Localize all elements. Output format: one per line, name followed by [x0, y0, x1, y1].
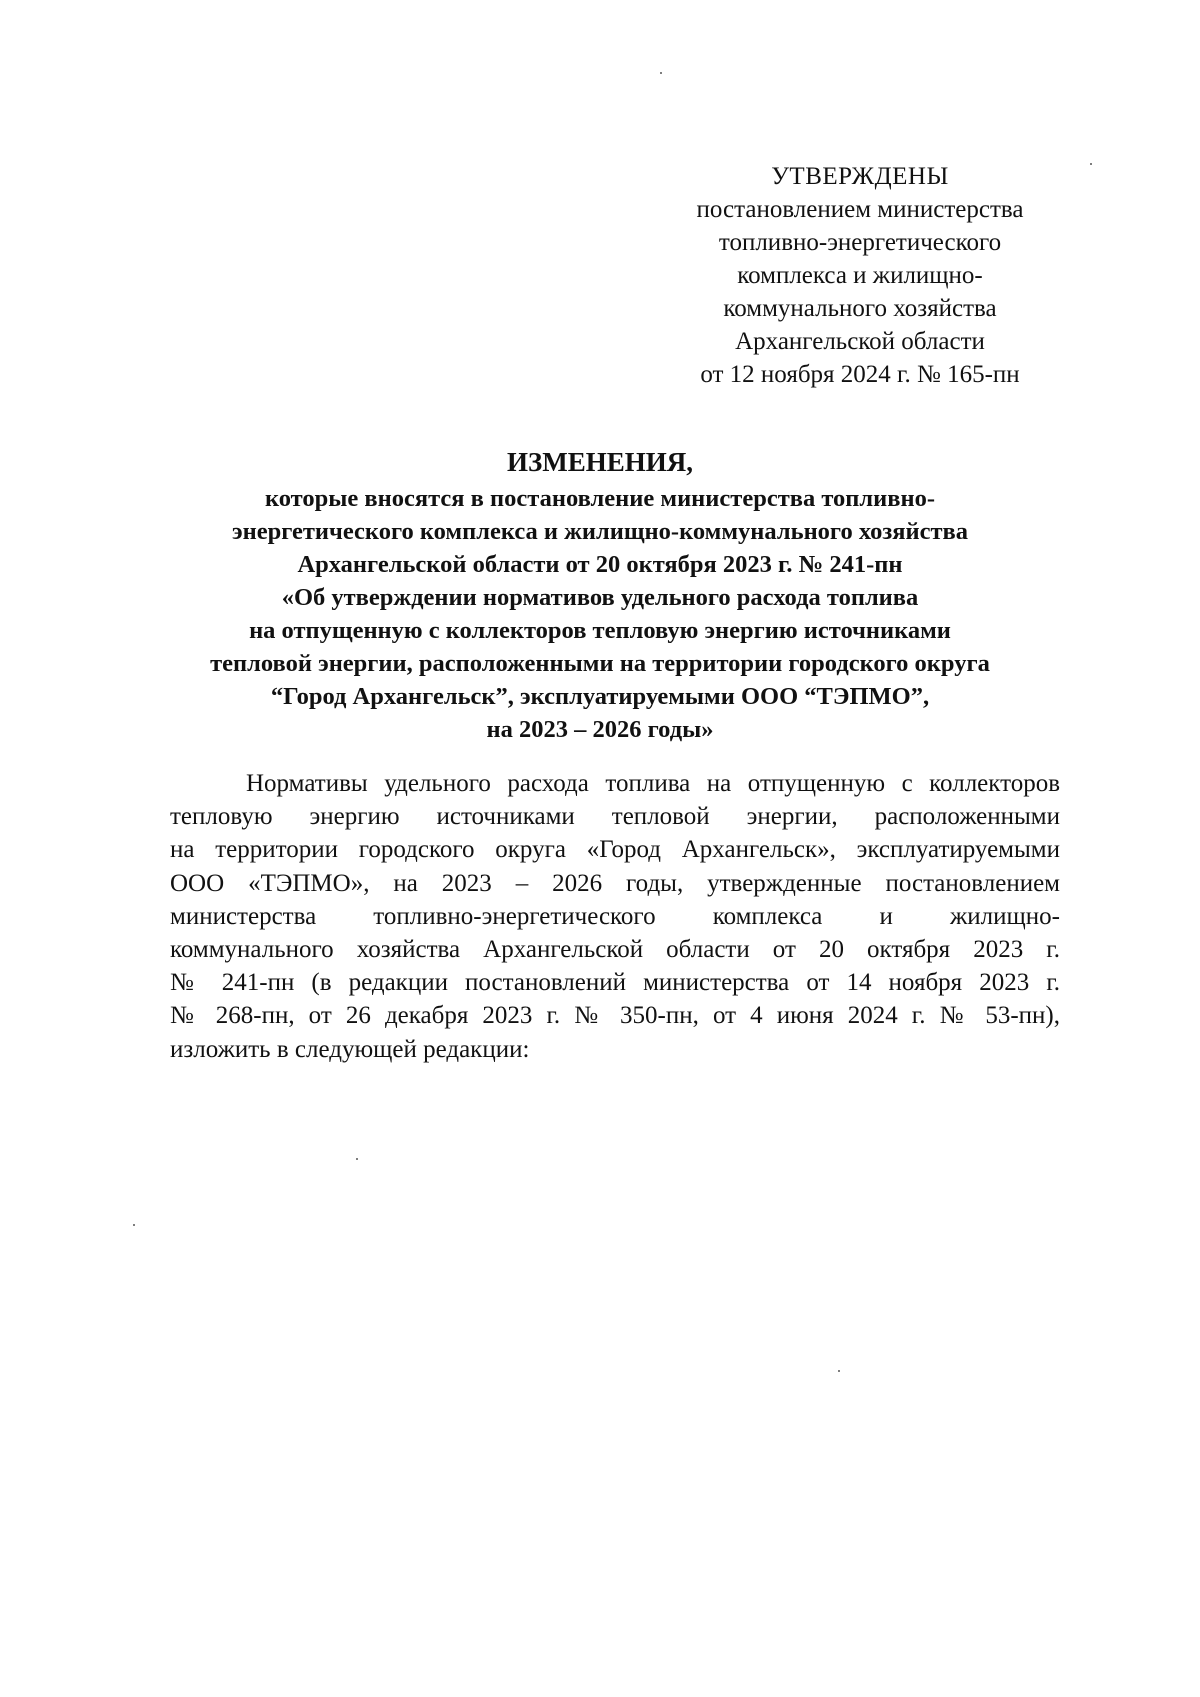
- scan-speck: [660, 72, 662, 74]
- scan-speck: [838, 1370, 840, 1372]
- title-line: “Город Архангельск”, эксплуатируемыми ООО “ТЭПМО”,: [270, 683, 930, 710]
- title-line: «Об утверждении нормативов удельного расхода топлива: [281, 584, 919, 611]
- approval-line: комплекса и жилищно-: [737, 262, 983, 289]
- title-line: Архангельской области от 20 октября 2023 г. № 241-пн: [297, 551, 903, 578]
- scan-speck: [356, 1158, 358, 1160]
- scan-speck: [133, 1224, 135, 1226]
- document-heading: ИЗМЕНЕНИЯ,: [506, 447, 693, 477]
- approval-line: коммунального хозяйства: [723, 295, 997, 322]
- body-paragraph: [170, 767, 1060, 1066]
- approval-title: УТВЕРЖДЕНЫ: [771, 163, 949, 190]
- body-line: изложить в следующей редакции:: [170, 1035, 530, 1063]
- body-line: коммунального хозяйства Архангельской области от 20 октября 2023 г.: [170, 936, 1060, 964]
- approval-line: Архангельской области: [735, 328, 985, 355]
- body-line: № 268-пн, от 26 декабря 2023 г. № 350-пн, от 4 июня 2024 г. № 53-пн),: [170, 1002, 1060, 1030]
- approval-line: постановлением министерства: [696, 196, 1024, 223]
- scan-speck: [1090, 163, 1092, 165]
- body-line: № 241-пн (в редакции постановлений министерства от 14 ноября 2023 г.: [170, 969, 1060, 997]
- body-line: тепловую энергию источниками тепловой энергии, расположенными: [170, 803, 1060, 831]
- body-line: министерства топливно-энергетического комплекса и жилищно-: [170, 902, 1060, 930]
- approval-date-line: от 12 ноября 2024 г. № 165-пн: [700, 361, 1020, 388]
- document-title-block: [140, 444, 1060, 746]
- approval-line: топливно-энергетического: [718, 229, 1002, 256]
- title-line: которые вносятся в постановление министерства топливно-: [264, 485, 936, 512]
- body-line: Нормативы удельного расхода топлива на отпущенную с коллекторов: [246, 770, 1060, 797]
- body-line: на территории городского округа «Город Архангельск», эксплуатируемыми: [170, 836, 1060, 864]
- title-line: на отпущенную с коллекторов тепловую энергию источниками: [249, 617, 951, 644]
- title-line: на 2023 – 2026 годы»: [486, 716, 714, 743]
- body-line: ООО «ТЭПМО», на 2023 – 2026 годы, утвержденные постановлением: [170, 869, 1060, 897]
- title-line: тепловой энергии, расположенными на территории городского округа: [210, 650, 990, 677]
- approval-stamp-block: [660, 160, 1060, 391]
- title-line: энергетического комплекса и жилищно-коммунального хозяйства: [232, 518, 968, 545]
